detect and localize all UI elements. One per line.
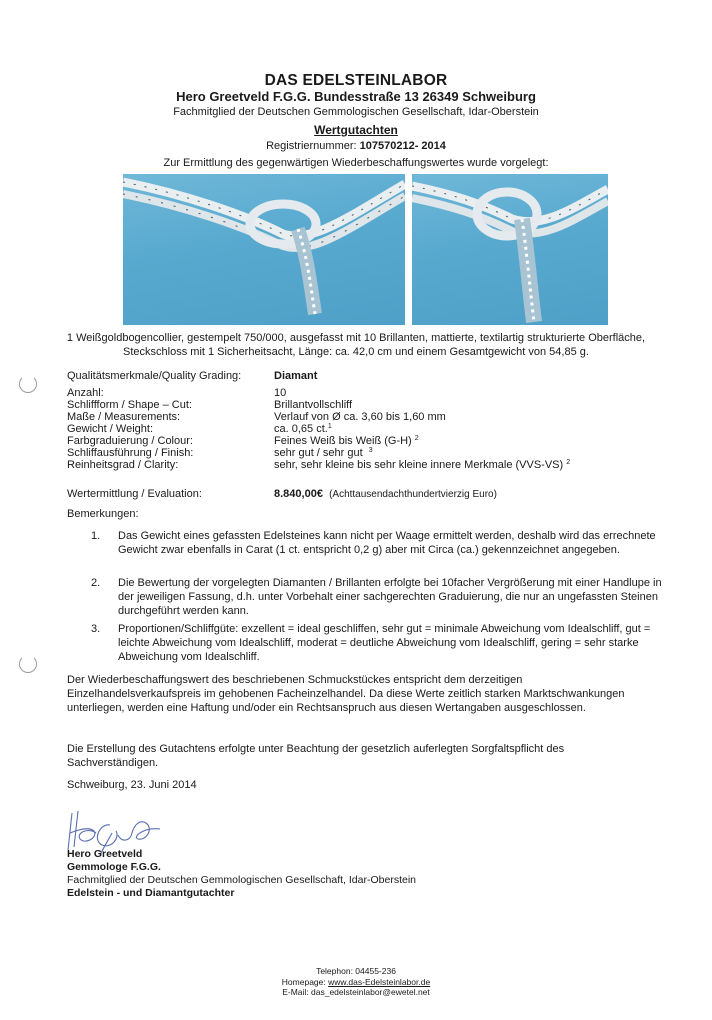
grading-value: Feines Weiß bis Weiß (G-H) — [274, 435, 412, 447]
signer-membership: Fachmitglied der Deutschen Gemmologischen Gesellschaft, Idar-Oberstein — [67, 874, 416, 886]
place-date: Schweiburg, 23. Juni 2014 — [67, 779, 197, 791]
necklace-illustration — [123, 174, 405, 325]
grading-label: Gewicht / Weight: — [67, 423, 153, 435]
signer-block — [67, 848, 416, 900]
company-name: DAS EDELSTEINLABOR — [264, 72, 448, 89]
remark-text: Proportionen/Schliffgüte: exzellent = ideal geschliffen, sehr gut = minimale Abweichung vom Idealschliff, gut = leichte Abweichung vom Idealschliff, moderat = deutliche Abweichung vom Idealschliff, gering = sehr starke Abweichung vom Idealschliff. — [118, 623, 651, 663]
footer-phone: Telephon: 04455-236 — [316, 966, 396, 976]
grading-label: Farbgraduierung / Colour: — [67, 435, 193, 447]
grading-value: Brillantvollschliff — [274, 399, 353, 411]
document-title: Wertgutachten — [314, 123, 398, 137]
grading-value: 10 — [274, 387, 287, 399]
remark-item — [91, 529, 678, 557]
grading-label: Schliffform / Shape – Cut: — [67, 399, 192, 411]
remark-text: Das Gewicht eines gefassten Edelsteines kann nicht per Waage ermittelt werden, deshalb wird das errechnete Gewicht zwar ebenfalls in Carat (1 ct. entspricht 0,2 g) aber mit Circa (ca.) gekennzeichnet angegeben. — [118, 530, 656, 556]
signer-title: Gemmologe F.G.G. — [67, 861, 161, 873]
necklace-photo-2 — [412, 174, 608, 325]
item-description — [0, 331, 712, 359]
footnote-ref: 1 — [327, 423, 332, 430]
company-address: Hero Greetveld F.G.G. Bundesstraße 13 26349 Schweiburg — [176, 89, 536, 104]
footnote-ref: 2 — [566, 459, 571, 466]
remark-number: 3. — [91, 623, 101, 635]
signer-role: Edelstein - und Diamantgutachter — [67, 887, 235, 899]
evaluation-words: (Achttausendachthundertvierzig Euro) — [329, 489, 497, 500]
grading-label: Anzahl: — [67, 387, 104, 399]
footer-email[interactable]: E-Mail: das_edelsteinlabor@ewetel.net — [282, 987, 430, 997]
grading-label: Maße / Measurements: — [67, 411, 181, 423]
footnote-ref: 3 — [368, 447, 373, 454]
description-line-2: Steckschloss mit 1 Sicherheitsacht, Länge: ca. 42,0 cm und einem Gesamtgewicht von 54,85 g. — [123, 346, 589, 358]
necklace-photo-1 — [123, 174, 405, 325]
evaluation-value-wrap — [274, 488, 497, 500]
grading-header-label: Qualitätsmerkmale/Quality Grading: — [67, 370, 242, 382]
diligence-paragraph: Die Erstellung des Gutachtens erfolgte unter Beachtung der gesetzlich auferlegten Sorgfaltspflicht des Sachverständigen. — [67, 743, 565, 769]
footer-homepage-label: Homepage: — [281, 976, 326, 987]
homepage-link[interactable]: www.das-Edelsteinlabor.de — [328, 976, 431, 987]
grading-value-wrap — [274, 459, 570, 471]
registration-line — [0, 140, 712, 152]
remarks-heading: Bemerkungen: — [67, 508, 139, 520]
grading-value: sehr, sehr kleine bis sehr kleine innere Merkmale (VVS-VS) — [274, 459, 564, 471]
grading-value: ca. 0,65 ct. — [274, 423, 328, 435]
remark-item — [91, 622, 678, 664]
evaluation-value: 8.840,00€ — [274, 488, 323, 500]
description-line-1: 1 Weißgoldbogencollier, gestempelt 750/000, ausgefasst mit 10 Brillanten, mattierte, textilartig strukturierte Oberfläche, — [66, 332, 646, 344]
company-membership: Fachmitglied der Deutschen Gemmologischen Gesellschaft, Idar-Oberstein — [173, 106, 539, 118]
grading-value: sehr gut / sehr gut — [274, 447, 363, 459]
grading-value-wrap — [274, 435, 419, 447]
grading-label: Reinheitsgrad / Clarity: — [67, 459, 179, 471]
footer-homepage-line — [0, 977, 712, 988]
punch-hole-mark — [19, 655, 37, 673]
remark-number: 1. — [91, 530, 101, 542]
grading-label: Schliffausführung / Finish: — [67, 447, 194, 459]
disclaimer-paragraph: Der Wiederbeschaffungswert des beschriebenen Schmuckstückes entspricht dem derzeitigen Einzelhandelsverkaufspreis im gehobenen Facheinzelhandel. Da diese Werte zeitlich starken Marktschwankungen unterliegen, werden eine Haftung und/oder ein Rechtsanspruch aus diesen Wertangaben ausgeschlossen. — [67, 674, 625, 714]
intro-text: Zur Ermittlung des gegenwärtigen Wiederbeschaffungswertes wurde vorgelegt: — [163, 157, 549, 169]
punch-hole-mark — [19, 375, 37, 393]
signer-name: Hero Greetveld — [67, 848, 143, 860]
grading-value-wrap — [274, 447, 373, 459]
registration-label: Registriernummer: — [266, 140, 357, 152]
remark-item — [91, 576, 678, 618]
grading-value: Verlauf von Ø ca. 3,60 bis 1,60 mm — [274, 411, 446, 423]
registration-number: 107570212- 2014 — [359, 140, 446, 152]
remark-number: 2. — [91, 577, 101, 589]
grading-value-wrap — [274, 423, 332, 435]
grading-header-value: Diamant — [274, 370, 318, 382]
evaluation-label: Wertermittlung / Evaluation: — [67, 488, 202, 500]
footnote-ref: 2 — [414, 435, 419, 442]
footer-contact — [0, 966, 712, 998]
necklace-illustration — [412, 174, 608, 325]
remark-text: Die Bewertung der vorgelegten Diamanten / Brillanten erfolgte bei 10facher Vergrößerung mit einer Handlupe in der jeweiligen Fassung, d.h. unter Vorbehalt einer sachgerechten Graduierung, die nur an ungefassten Steinen durchgeführt werden kann. — [118, 577, 662, 617]
